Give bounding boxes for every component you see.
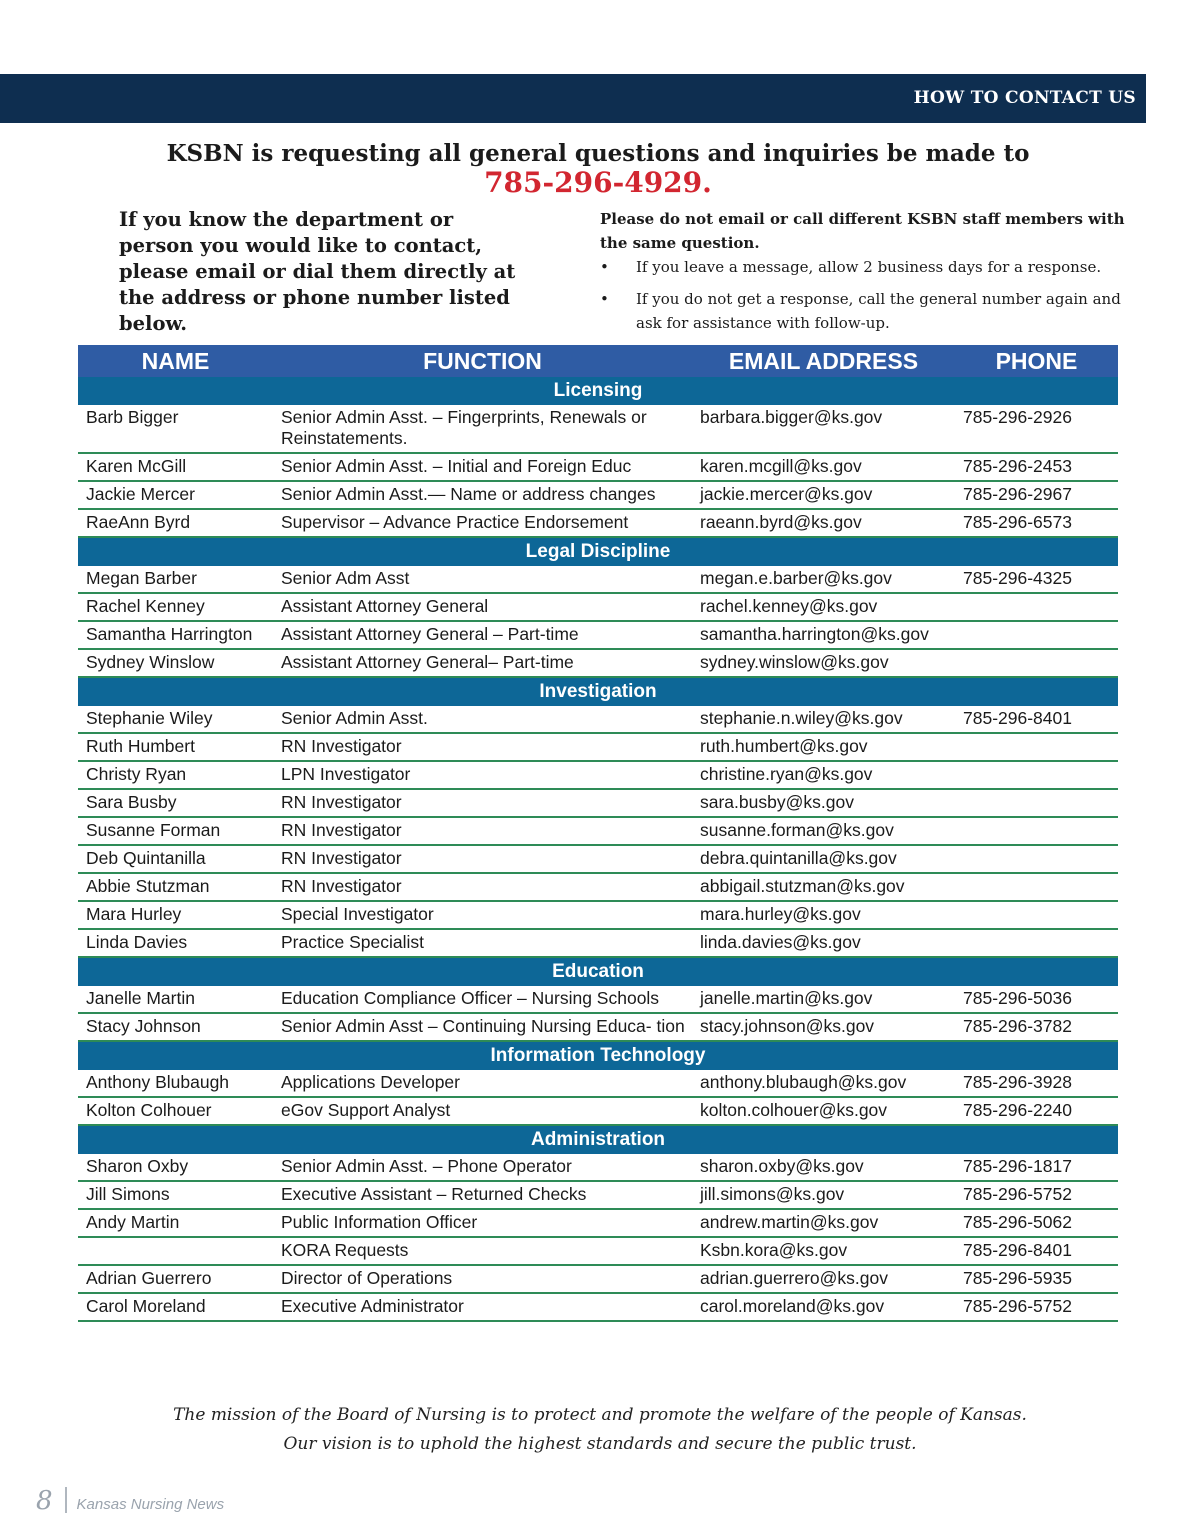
contact-function: Practice Specialist (273, 929, 692, 957)
contact-email[interactable]: linda.davies@ks.gov (692, 929, 955, 957)
contact-name: Christy Ryan (78, 761, 273, 789)
contact-function: LPN Investigator (273, 761, 692, 789)
contact-function: RN Investigator (273, 733, 692, 761)
column-header-email: EMAIL ADDRESS (692, 345, 955, 377)
section-header-row (78, 377, 1118, 405)
contact-email[interactable]: carol.moreland@ks.gov (692, 1293, 955, 1321)
contact-phone: 785-296-5935 (955, 1265, 1118, 1293)
contact-phone: 785-296-5036 (955, 986, 1118, 1013)
contact-name: Adrian Guerrero (78, 1265, 273, 1293)
table-row (78, 509, 1118, 537)
contact-name: Kolton Colhouer (78, 1097, 273, 1125)
table-row (78, 845, 1118, 873)
contact-phone (955, 621, 1118, 649)
contact-phone (955, 733, 1118, 761)
contact-function: Senior Admin Asst.— Name or address changes (273, 481, 692, 509)
table-row (78, 761, 1118, 789)
contact-function: Senior Admin Asst. – Phone Operator (273, 1154, 692, 1181)
section-header-row (78, 677, 1118, 706)
section-title: Legal Discipline (78, 537, 1118, 566)
contact-name: Andy Martin (78, 1209, 273, 1237)
contact-name: Linda Davies (78, 929, 273, 957)
contact-function: eGov Support Analyst (273, 1097, 692, 1125)
contact-function: Applications Developer (273, 1070, 692, 1097)
banner-title: HOW TO CONTACT US (913, 88, 1136, 108)
section-title: Administration (78, 1125, 1118, 1154)
contact-phone: 785-296-8401 (955, 706, 1118, 733)
contact-function: Senior Admin Asst – Continuing Nursing Educa- tion (273, 1013, 692, 1041)
contact-function: Assistant Attorney General– Part-time (273, 649, 692, 677)
contact-phone: 785-296-2926 (955, 405, 1118, 453)
table-row (78, 1070, 1118, 1097)
contact-phone (955, 929, 1118, 957)
guideline-item (600, 287, 1130, 335)
contact-function: Assistant Attorney General – Part-time (273, 621, 692, 649)
contact-email[interactable]: Ksbn.kora@ks.gov (692, 1237, 955, 1265)
table-row (78, 706, 1118, 733)
contact-name: Susanne Forman (78, 817, 273, 845)
contact-email[interactable]: anthony.blubaugh@ks.gov (692, 1070, 955, 1097)
section-title: Education (78, 957, 1118, 986)
contact-email[interactable]: sydney.winslow@ks.gov (692, 649, 955, 677)
table-row (78, 929, 1118, 957)
vision-line: Our vision is to uphold the highest standards and secure the public trust. (283, 1434, 917, 1454)
column-header-phone: PHONE (955, 345, 1118, 377)
contact-email[interactable]: jackie.mercer@ks.gov (692, 481, 955, 509)
contact-guidelines (600, 207, 1130, 335)
contact-phone: 785-296-4325 (955, 566, 1118, 593)
section-title: Licensing (78, 377, 1118, 405)
table-row (78, 817, 1118, 845)
table-row (78, 453, 1118, 481)
contact-email[interactable]: janelle.martin@ks.gov (692, 986, 955, 1013)
contact-name: Janelle Martin (78, 986, 273, 1013)
section-header-row (78, 1041, 1118, 1070)
contact-email[interactable]: megan.e.barber@ks.gov (692, 566, 955, 593)
contact-name: Jackie Mercer (78, 481, 273, 509)
table-header-row (78, 345, 1118, 377)
column-header-function: FUNCTION (273, 345, 692, 377)
contact-name: Anthony Blubaugh (78, 1070, 273, 1097)
section-banner (0, 74, 1146, 123)
table-row (78, 405, 1118, 453)
table-row (78, 1181, 1118, 1209)
contact-function: Special Investigator (273, 901, 692, 929)
contact-function: Senior Admin Asst. – Fingerprints, Renewals or Reinstatements. (273, 405, 692, 453)
table-row (78, 566, 1118, 593)
contact-email[interactable]: karen.mcgill@ks.gov (692, 453, 955, 481)
footer-divider (65, 1487, 67, 1513)
table-row (78, 1265, 1118, 1293)
publication-name: Kansas Nursing News (76, 1496, 225, 1513)
contact-email[interactable]: kolton.colhouer@ks.gov (692, 1097, 955, 1125)
contact-name: Carol Moreland (78, 1293, 273, 1321)
bullet-marker: • (600, 290, 609, 308)
guideline-item (600, 255, 1130, 279)
bullet-marker: • (600, 258, 609, 276)
column-header-name: NAME (78, 345, 273, 377)
contact-phone: 785-296-2967 (955, 481, 1118, 509)
table-row (78, 986, 1118, 1013)
contact-email[interactable]: stephanie.n.wiley@ks.gov (692, 706, 955, 733)
contact-email[interactable]: raeann.byrd@ks.gov (692, 509, 955, 537)
contact-function: RN Investigator (273, 873, 692, 901)
contact-phone: 785-296-5062 (955, 1209, 1118, 1237)
contact-phone (955, 817, 1118, 845)
contact-name: Mara Hurley (78, 901, 273, 929)
table-row (78, 873, 1118, 901)
contact-name: Abbie Stutzman (78, 873, 273, 901)
section-header-row (78, 1125, 1118, 1154)
contact-email[interactable]: stacy.johnson@ks.gov (692, 1013, 955, 1041)
table-row (78, 1154, 1118, 1181)
contact-phone: 785-296-3928 (955, 1070, 1118, 1097)
contact-phone (955, 845, 1118, 873)
contact-function: Executive Assistant – Returned Checks (273, 1181, 692, 1209)
page-footer (36, 1486, 224, 1516)
guideline-text: If you leave a message, allow 2 business days for a response. (636, 258, 1102, 276)
table-row (78, 1237, 1118, 1265)
contact-name: Deb Quintanilla (78, 845, 273, 873)
contact-email[interactable]: sharon.oxby@ks.gov (692, 1154, 955, 1181)
contact-phone (955, 649, 1118, 677)
guideline-list (600, 255, 1130, 335)
section-title: Information Technology (78, 1041, 1118, 1070)
contact-function: KORA Requests (273, 1237, 692, 1265)
contact-phone (955, 789, 1118, 817)
contact-name: Ruth Humbert (78, 733, 273, 761)
contact-email[interactable]: samantha.harrington@ks.gov (692, 621, 955, 649)
contact-phone: 785-296-1817 (955, 1154, 1118, 1181)
table-row (78, 1209, 1118, 1237)
section-header-row (78, 957, 1118, 986)
contact-function: Senior Adm Asst (273, 566, 692, 593)
contact-name: Megan Barber (78, 566, 273, 593)
contact-email[interactable]: ruth.humbert@ks.gov (692, 733, 955, 761)
contact-phone (955, 593, 1118, 621)
contact-function: Supervisor – Advance Practice Endorsement (273, 509, 692, 537)
table-row (78, 789, 1118, 817)
section-title: Investigation (78, 677, 1118, 706)
contact-email[interactable]: sara.busby@ks.gov (692, 789, 955, 817)
contact-email[interactable]: jill.simons@ks.gov (692, 1181, 955, 1209)
table-row (78, 1013, 1118, 1041)
general-phone-number: 785-296-4929. (484, 166, 712, 199)
contact-phone: 785-296-5752 (955, 1293, 1118, 1321)
contact-name (78, 1237, 273, 1265)
contact-name: Rachel Kenney (78, 593, 273, 621)
contact-table (78, 345, 1118, 1322)
headline-text: KSBN is requesting all general questions and inquiries be made to (166, 140, 1030, 167)
contact-function: RN Investigator (273, 845, 692, 873)
contact-table-body (78, 377, 1118, 1321)
contact-name: Samantha Harrington (78, 621, 273, 649)
section-header-row (78, 537, 1118, 566)
contact-name: Barb Bigger (78, 405, 273, 453)
contact-name: Jill Simons (78, 1181, 273, 1209)
contact-phone (955, 761, 1118, 789)
intro-instructions: If you know the department or person you would like to contact, please email or dial them directly at the address or phone number listed below. (119, 208, 516, 335)
contact-email[interactable]: mara.hurley@ks.gov (692, 901, 955, 929)
contact-email[interactable]: adrian.guerrero@ks.gov (692, 1265, 955, 1293)
contact-phone: 785-296-2453 (955, 453, 1118, 481)
contact-email[interactable]: abbigail.stutzman@ks.gov (692, 873, 955, 901)
page-number: 8 (36, 1486, 53, 1516)
contact-name: Sydney Winslow (78, 649, 273, 677)
contact-warning: Please do not email or call different KSBN staff members with the same question. (600, 210, 1125, 252)
table-row (78, 901, 1118, 929)
contact-function: Executive Administrator (273, 1293, 692, 1321)
contact-name: RaeAnn Byrd (78, 509, 273, 537)
contact-name: Stephanie Wiley (78, 706, 273, 733)
contact-phone: 785-296-3782 (955, 1013, 1118, 1041)
table-row (78, 481, 1118, 509)
contact-name: Sharon Oxby (78, 1154, 273, 1181)
contact-phone: 785-296-2240 (955, 1097, 1118, 1125)
contact-function: Senior Admin Asst. (273, 706, 692, 733)
contact-function: Senior Admin Asst. – Initial and Foreign Educ (273, 453, 692, 481)
contact-phone (955, 901, 1118, 929)
contact-function: RN Investigator (273, 817, 692, 845)
table-row (78, 649, 1118, 677)
table-row (78, 733, 1118, 761)
table-row (78, 1293, 1118, 1321)
contact-email[interactable]: christine.ryan@ks.gov (692, 761, 955, 789)
guideline-text: If you do not get a response, call the general number again and ask for assistance with follow-up. (636, 290, 1121, 332)
contact-phone (955, 873, 1118, 901)
contact-function: Assistant Attorney General (273, 593, 692, 621)
contact-email[interactable]: barbara.bigger@ks.gov (692, 405, 955, 453)
contact-email[interactable]: debra.quintanilla@ks.gov (692, 845, 955, 873)
contact-name: Stacy Johnson (78, 1013, 273, 1041)
contact-email[interactable]: rachel.kenney@ks.gov (692, 593, 955, 621)
contact-function: Public Information Officer (273, 1209, 692, 1237)
contact-name: Karen McGill (78, 453, 273, 481)
table-row (78, 593, 1118, 621)
table-row (78, 621, 1118, 649)
contact-email[interactable]: susanne.forman@ks.gov (692, 817, 955, 845)
contact-phone: 785-296-8401 (955, 1237, 1118, 1265)
mission-statement (0, 1401, 1200, 1459)
table-row (78, 1097, 1118, 1125)
contact-phone: 785-296-5752 (955, 1181, 1118, 1209)
contact-email[interactable]: andrew.martin@ks.gov (692, 1209, 955, 1237)
contact-function: Director of Operations (273, 1265, 692, 1293)
mission-line: The mission of the Board of Nursing is to protect and promote the welfare of the people of Kansas. (173, 1405, 1027, 1425)
contact-function: RN Investigator (273, 789, 692, 817)
contact-name: Sara Busby (78, 789, 273, 817)
contact-function: Education Compliance Officer – Nursing Schools (273, 986, 692, 1013)
contact-phone: 785-296-6573 (955, 509, 1118, 537)
